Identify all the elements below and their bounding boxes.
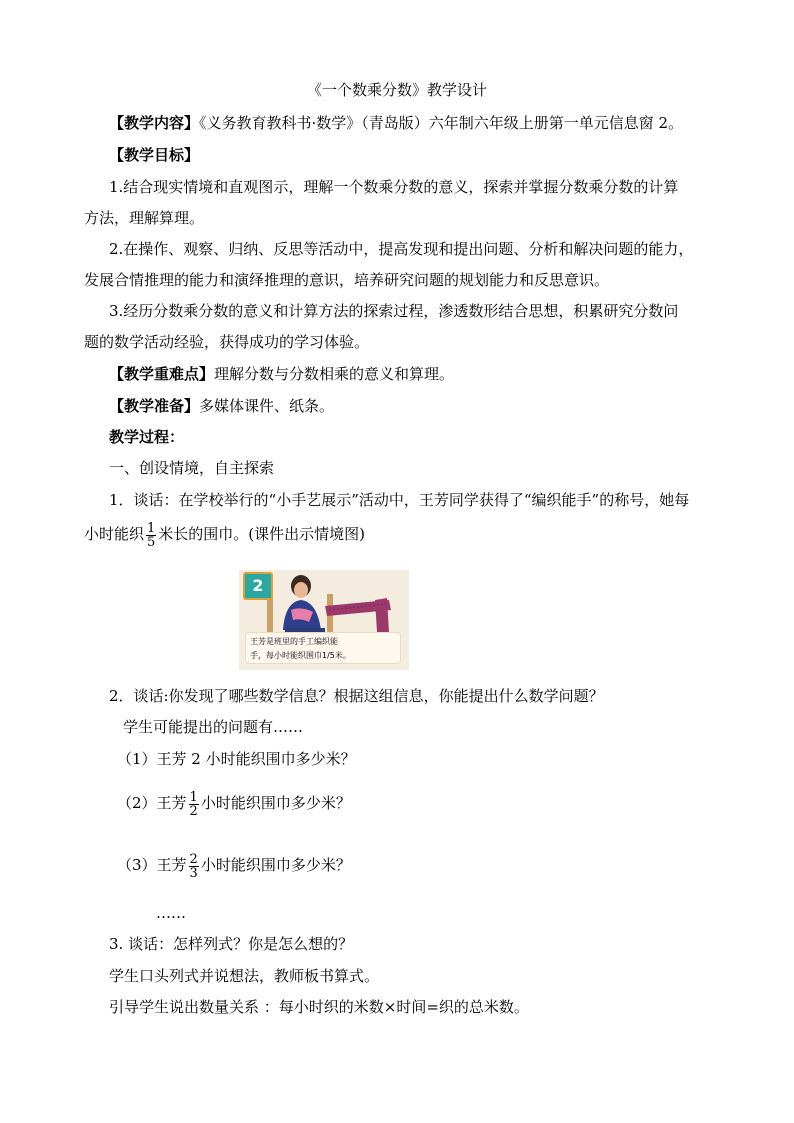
question-2 bbox=[117, 788, 351, 818]
caption-line-2 bbox=[250, 649, 396, 663]
step-1-text-pre: 小时能织 bbox=[84, 525, 145, 543]
step-3-line-3: 引导学生说出数量关系 ：每小时织的米数×时间=织的总米数。 bbox=[109, 998, 529, 1016]
preparation-label: 【教学准备】 bbox=[109, 397, 200, 415]
fraction-numerator: 2 bbox=[189, 851, 198, 867]
ellipsis: …… bbox=[156, 904, 186, 922]
fraction-denominator: 3 bbox=[189, 865, 198, 881]
step-1-text-post: 米长的围巾。(课件出示情境图) bbox=[158, 525, 366, 543]
caption-text: 手，每小时能织围巾 bbox=[250, 651, 322, 660]
teaching-goals-label: 【教学目标】 bbox=[109, 146, 200, 164]
preparation-line bbox=[109, 396, 334, 416]
section-1-heading: 一、创设情境，自主探索 bbox=[109, 459, 275, 477]
step-2-intro: 学生可能提出的问题有…… bbox=[123, 718, 304, 736]
fraction-one-fifth bbox=[146, 522, 156, 549]
question-3-post: 小时能织围巾多少米？ bbox=[200, 856, 351, 874]
step-1-line-1: 1．谈话：在学校举行的“小手艺展示”活动中，王芳同学获得了“编织能手”的称号，她每 bbox=[109, 491, 690, 509]
fraction-denominator: 2 bbox=[189, 803, 198, 819]
illustration-caption bbox=[245, 632, 401, 664]
goal-1-line-1: 1.结合现实情境和直观图示，理解一个数乘分数的意义，探索并掌握分数乘分数的计算 bbox=[109, 178, 679, 196]
question-2-pre: （2）王芳 bbox=[117, 794, 187, 812]
goal-2-line-2: 发展合情推理的能力和演绎推理的意识，培养研究问题的规划能力和反思意识。 bbox=[84, 271, 610, 289]
fraction-one-half bbox=[189, 791, 199, 818]
question-3-pre: （3）王芳 bbox=[117, 856, 187, 874]
document-title: 《一个数乘分数》教学设计 bbox=[306, 81, 487, 99]
teaching-process-label: 教学过程： bbox=[109, 428, 185, 446]
info-window-number-badge: 2 bbox=[243, 572, 273, 600]
caption-fraction: 1/5 bbox=[322, 651, 335, 660]
fraction-numerator: 1 bbox=[189, 789, 198, 805]
key-points-text: 理解分数与分数相乘的意义和算理。 bbox=[214, 365, 455, 383]
scenario-illustration bbox=[239, 570, 409, 670]
teaching-content-label: 【教学内容】 bbox=[109, 114, 200, 132]
caption-text-end: 米。 bbox=[334, 651, 351, 660]
question-3 bbox=[117, 850, 351, 880]
step-3-line: 3. 谈话：怎样列式？你是怎么想的？ bbox=[109, 935, 354, 953]
step-3-line-2: 学生口头列式并说想法，教师板书算式。 bbox=[109, 967, 380, 985]
step-2-line: 2．谈话:你发现了哪些数学信息？根据这组信息，你能提出什么数学问题？ bbox=[109, 687, 604, 705]
fraction-denominator: 5 bbox=[147, 534, 156, 550]
caption-line-1: 王芳是班里的手工编织能 bbox=[250, 637, 338, 646]
fraction-numerator: 1 bbox=[147, 520, 156, 536]
goal-3-line-1: 3.经历分数乘分数的意义和计算方法的探索过程，渗透数形结合思想，积累研究分数问 bbox=[109, 302, 679, 320]
key-points-line bbox=[109, 364, 454, 384]
teaching-content-text: 《义务教育教科书·数学》（青岛版）六年制六年级上册第一单元信息窗 2。 bbox=[199, 114, 684, 132]
goal-2-line-1: 2.在操作、观察、归纳、反思等活动中，提高发现和提出问题、分析和解决问题的能力， bbox=[109, 240, 694, 258]
teaching-content-line bbox=[109, 113, 683, 133]
goal-1-line-2: 方法，理解算理。 bbox=[84, 209, 205, 227]
question-1: （1）王芳 2 小时能织围巾多少米？ bbox=[117, 750, 356, 768]
goal-3-line-2: 题的数学活动经验，获得成功的学习体验。 bbox=[84, 333, 370, 351]
fraction-two-thirds bbox=[189, 853, 199, 880]
preparation-text: 多媒体课件、纸条。 bbox=[199, 397, 335, 415]
question-2-post: 小时能织围巾多少米？ bbox=[200, 794, 351, 812]
key-points-label: 【教学重难点】 bbox=[109, 365, 215, 383]
step-1-line-2 bbox=[84, 520, 365, 549]
